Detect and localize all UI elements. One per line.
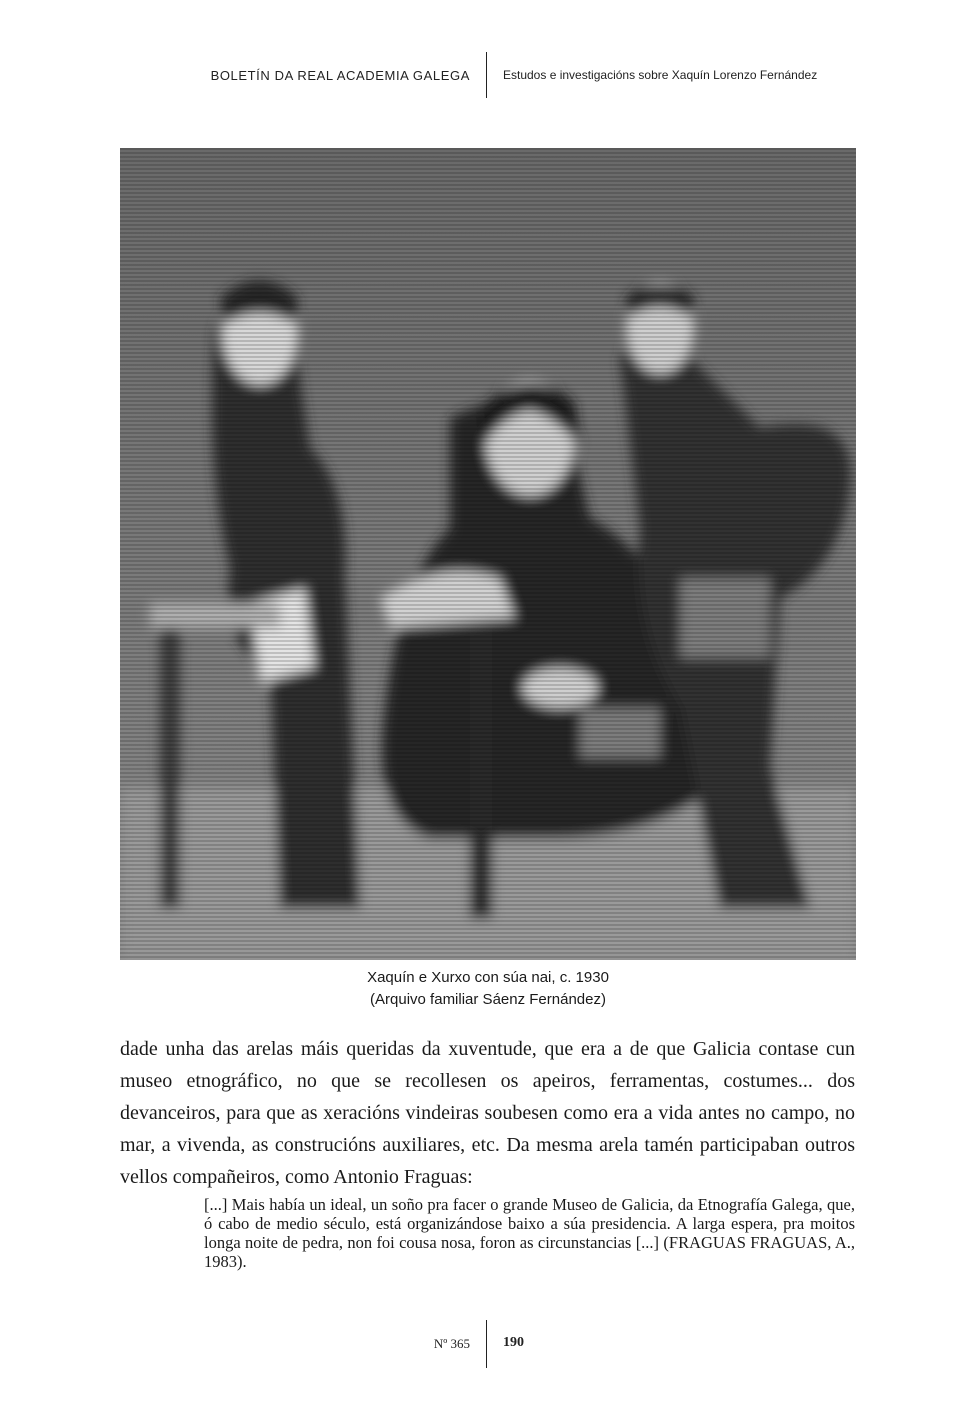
caption-line: Xaquín e Xurxo con súa nai, c. 1930 bbox=[367, 969, 609, 986]
journal-title: BOLETÍN DA REAL ACADEMIA GALEGA bbox=[210, 68, 470, 83]
footer-divider bbox=[486, 1320, 487, 1368]
section-title: Estudos e investigacións sobre Xaquín Lorenzo Fernández bbox=[503, 68, 818, 82]
page-footer bbox=[0, 1320, 975, 1370]
page-header bbox=[0, 52, 975, 100]
caption-source: (Arquivo familiar Sáenz Fernández) bbox=[370, 991, 606, 1008]
issue-number: Nº 365 bbox=[433, 1336, 470, 1351]
family-photograph bbox=[120, 148, 856, 960]
block-quote: [...] Mais había un ideal, un soño pra facer o grande Museo de Galicia, da Etnografía Galega, que, ó cabo de medio século, está organizándose baixo a súa presidencia. A larga espera, pra moitos longa noite de pedra, non foi cousa nosa, foron as circunstancias [...] (FRAGUAS FRAGUAS, A., 1983). bbox=[204, 1195, 855, 1271]
page-number: 190 bbox=[503, 1335, 524, 1350]
header-divider bbox=[486, 52, 487, 98]
figure-caption bbox=[120, 967, 856, 1011]
body-paragraph: dade unha das arelas máis queridas da xuventude, que era a de que Galicia contase cun museo etnográfico, no que se recollesen os apeiros, ferramentas, costumes... dos devanceiros, para que as xeracións vindeiras soubesen como era a vida antes no campo, no mar, a vivenda, as construcións auxiliares, etc. Da mesma arela tamén participaban outros vellos compañeiros, como Antonio Fraguas: bbox=[120, 1038, 855, 1188]
